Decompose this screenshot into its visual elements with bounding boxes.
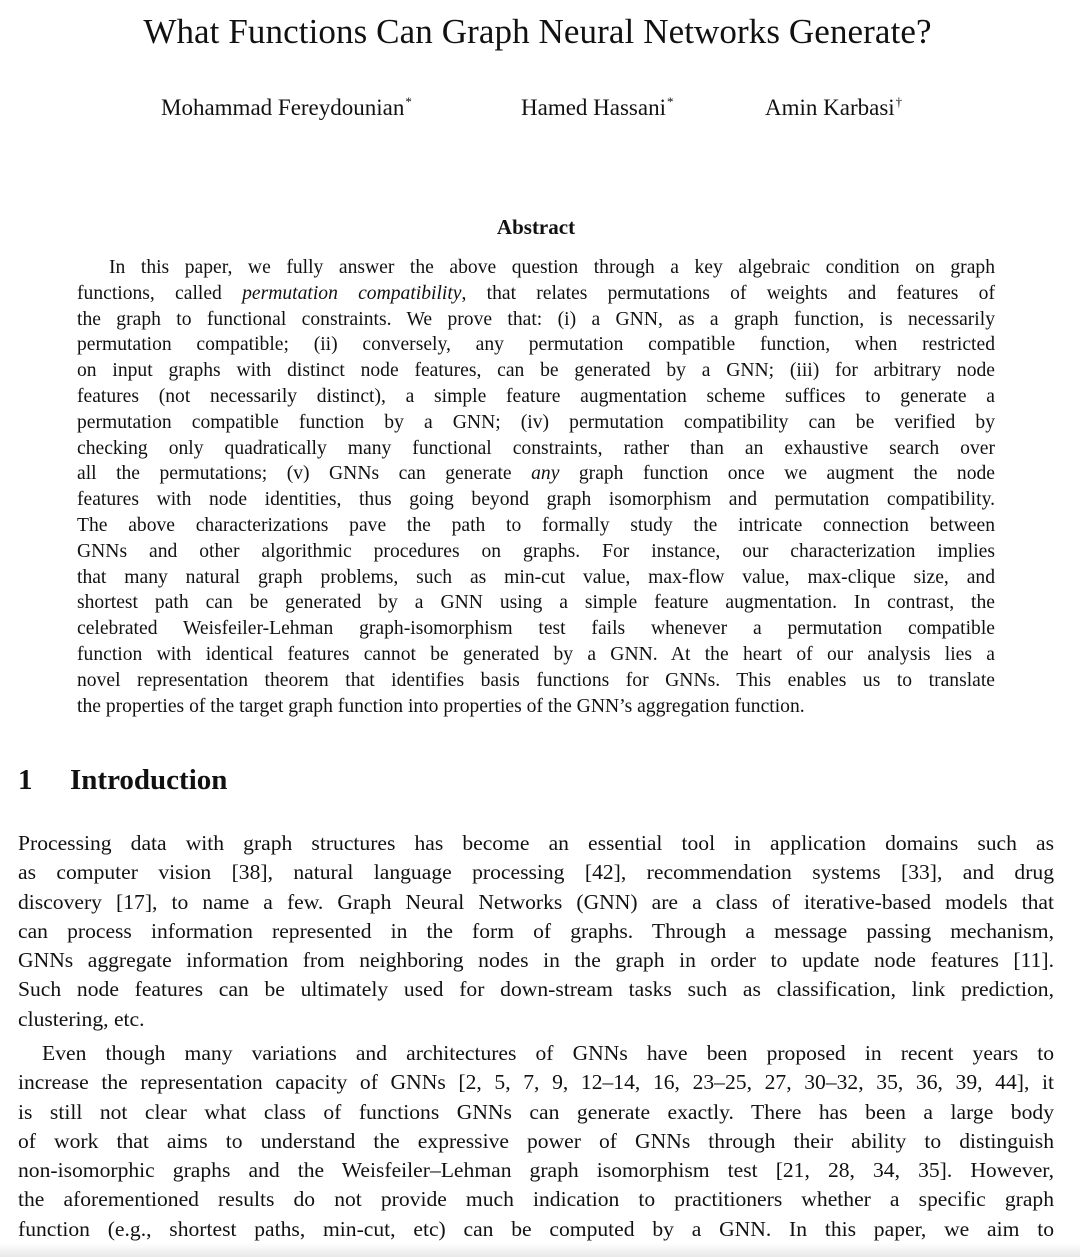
paper-title: What Functions Can Graph Neural Networks Generate? <box>143 12 932 51</box>
author-name: Mohammad Fereydounian <box>161 95 405 120</box>
section-heading-introduction <box>18 764 227 797</box>
text-run: permutation compatible function by a GNN; (iv) permutation compatibility can be verified by <box>77 411 995 433</box>
abstract-line <box>77 590 995 616</box>
text-run: permutation compatible; (ii) conversely, any permutation compatible function, when restricted <box>77 334 995 356</box>
text-run: that many natural graph problems, such as min-cut value, max-flow value, max-clique size, and <box>77 566 995 588</box>
section-title: Introduction <box>70 764 228 796</box>
author-2 <box>521 94 674 121</box>
text-run: function with identical features cannot be generated by a GNN. At the heart of our analysis lies a <box>77 643 995 665</box>
abstract-line <box>77 436 995 462</box>
abstract-line <box>77 616 995 642</box>
text-run: the properties of the target graph function into properties of the GNN’s aggregation function. <box>77 695 805 717</box>
abstract-line <box>77 255 995 281</box>
affiliation-mark: † <box>895 94 903 109</box>
abstract-line <box>77 358 995 384</box>
text-run: checking only quadratically many functional constraints, rather than an exhaustive search over <box>77 437 995 459</box>
abstract-line <box>77 539 995 565</box>
text-run: features with node identities, thus going beyond graph isomorphism and permutation compatibility. <box>77 489 995 511</box>
text-run: The above characterizations pave the path to formally study the intricate connection between <box>77 514 995 536</box>
abstract-line <box>77 642 995 668</box>
abstract-line <box>77 461 995 487</box>
abstract-line <box>77 668 995 694</box>
text-run: features (not necessarily distinct), a simple feature augmentation scheme suffices to generate a <box>77 385 995 407</box>
paragraph-line: as computer vision [38], natural language processing [42], recommendation systems [33], and drug <box>18 860 1054 885</box>
author-list <box>0 94 1080 124</box>
paragraph-line: of work that aims to understand the expressive power of GNNs through their ability to distinguish <box>18 1128 1054 1153</box>
paragraph-line: Such node features can be ultimately used for down-stream tasks such as classification, link prediction, <box>18 977 1054 1002</box>
author-name: Amin Karbasi <box>765 95 895 120</box>
text-run: on input graphs with distinct node features, can be generated by a GNN; (iii) for arbitrary node <box>77 360 995 382</box>
emphasis-term: permutation compatibility <box>242 282 462 304</box>
abstract-line <box>77 384 995 410</box>
abstract-line <box>77 307 995 333</box>
affiliation-mark: * <box>667 94 674 109</box>
affiliation-mark: * <box>405 94 412 109</box>
paragraph-line: is still not clear what class of functions GNNs can generate exactly. There has been a large body <box>18 1099 1054 1124</box>
text-run: novel representation theorem that identifies basis functions for GNNs. This enables us to translate <box>77 669 995 691</box>
paragraph-line: the aforementioned results do not provide much indication to practitioners whether a specific graph <box>18 1187 1054 1212</box>
abstract-line <box>77 281 995 307</box>
abstract-line <box>77 332 995 358</box>
text-run: all the permutations; (v) GNNs can generate <box>77 463 532 485</box>
text-run: functions, called <box>77 282 243 304</box>
text-run: graph function once we augment the node <box>559 463 995 485</box>
intro-paragraph-1 <box>18 829 1054 1034</box>
page-bottom-shadow <box>0 1243 1080 1257</box>
paragraph-line: function (e.g., shortest paths, min-cut, etc) can be computed by a GNN. In this paper, we aim to <box>18 1216 1054 1241</box>
abstract-line <box>77 565 995 591</box>
text-run: the graph to functional constraints. We prove that: (i) a GNN, as a graph function, is necessarily <box>77 308 995 330</box>
intro-paragraph-2 <box>18 1039 1054 1244</box>
paragraph-line: Processing data with graph structures has become an essential tool in application domains such as <box>18 831 1054 855</box>
abstract-heading: Abstract <box>496 215 576 239</box>
abstract-body <box>77 255 995 719</box>
paragraph-line: non-isomorphic graphs and the Weisfeiler–Lehman graph isomorphism test [21, 28, 34, 35]. However, <box>18 1158 1054 1183</box>
paragraph-line: Even though many variations and architectures of GNNs have been proposed in recent years to <box>42 1041 1054 1065</box>
author-name: Hamed Hassani <box>521 95 666 120</box>
text-run: shortest path can be generated by a GNN using a simple feature augmentation. In contrast, the <box>77 592 995 614</box>
paragraph-line: increase the representation capacity of GNNs [2, 5, 7, 9, 12–14, 16, 23–25, 27, 30–32, 35, 36, 39, 44], it <box>18 1070 1054 1095</box>
text-run: , that relates permutations of weights and features of <box>461 282 995 304</box>
abstract-line <box>77 694 995 720</box>
paragraph-line: GNNs aggregate information from neighboring nodes in the graph in order to update node features [11]. <box>18 948 1054 973</box>
text-run: In this paper, we fully answer the above question through a key algebraic condition on graph <box>109 257 995 278</box>
abstract-line <box>77 513 995 539</box>
abstract-line <box>77 487 995 513</box>
paragraph-line: discovery [17], to name a few. Graph Neural Networks (GNN) are a class of iterative-based models that <box>18 889 1054 914</box>
author-3 <box>765 94 902 121</box>
paragraph-line: clustering, etc. <box>18 1006 145 1031</box>
text-run: celebrated Weisfeiler-Lehman graph-isomorphism test fails whenever a permutation compatible <box>77 618 995 640</box>
section-number: 1 <box>18 764 33 796</box>
emphasis-term: any <box>531 463 560 485</box>
text-run: GNNs and other algorithmic procedures on graphs. For instance, our characterization implies <box>77 540 995 562</box>
abstract-line <box>77 410 995 436</box>
paragraph-line: can process information represented in the form of graphs. Through a message passing mechanism, <box>18 918 1054 943</box>
author-1 <box>161 94 412 121</box>
